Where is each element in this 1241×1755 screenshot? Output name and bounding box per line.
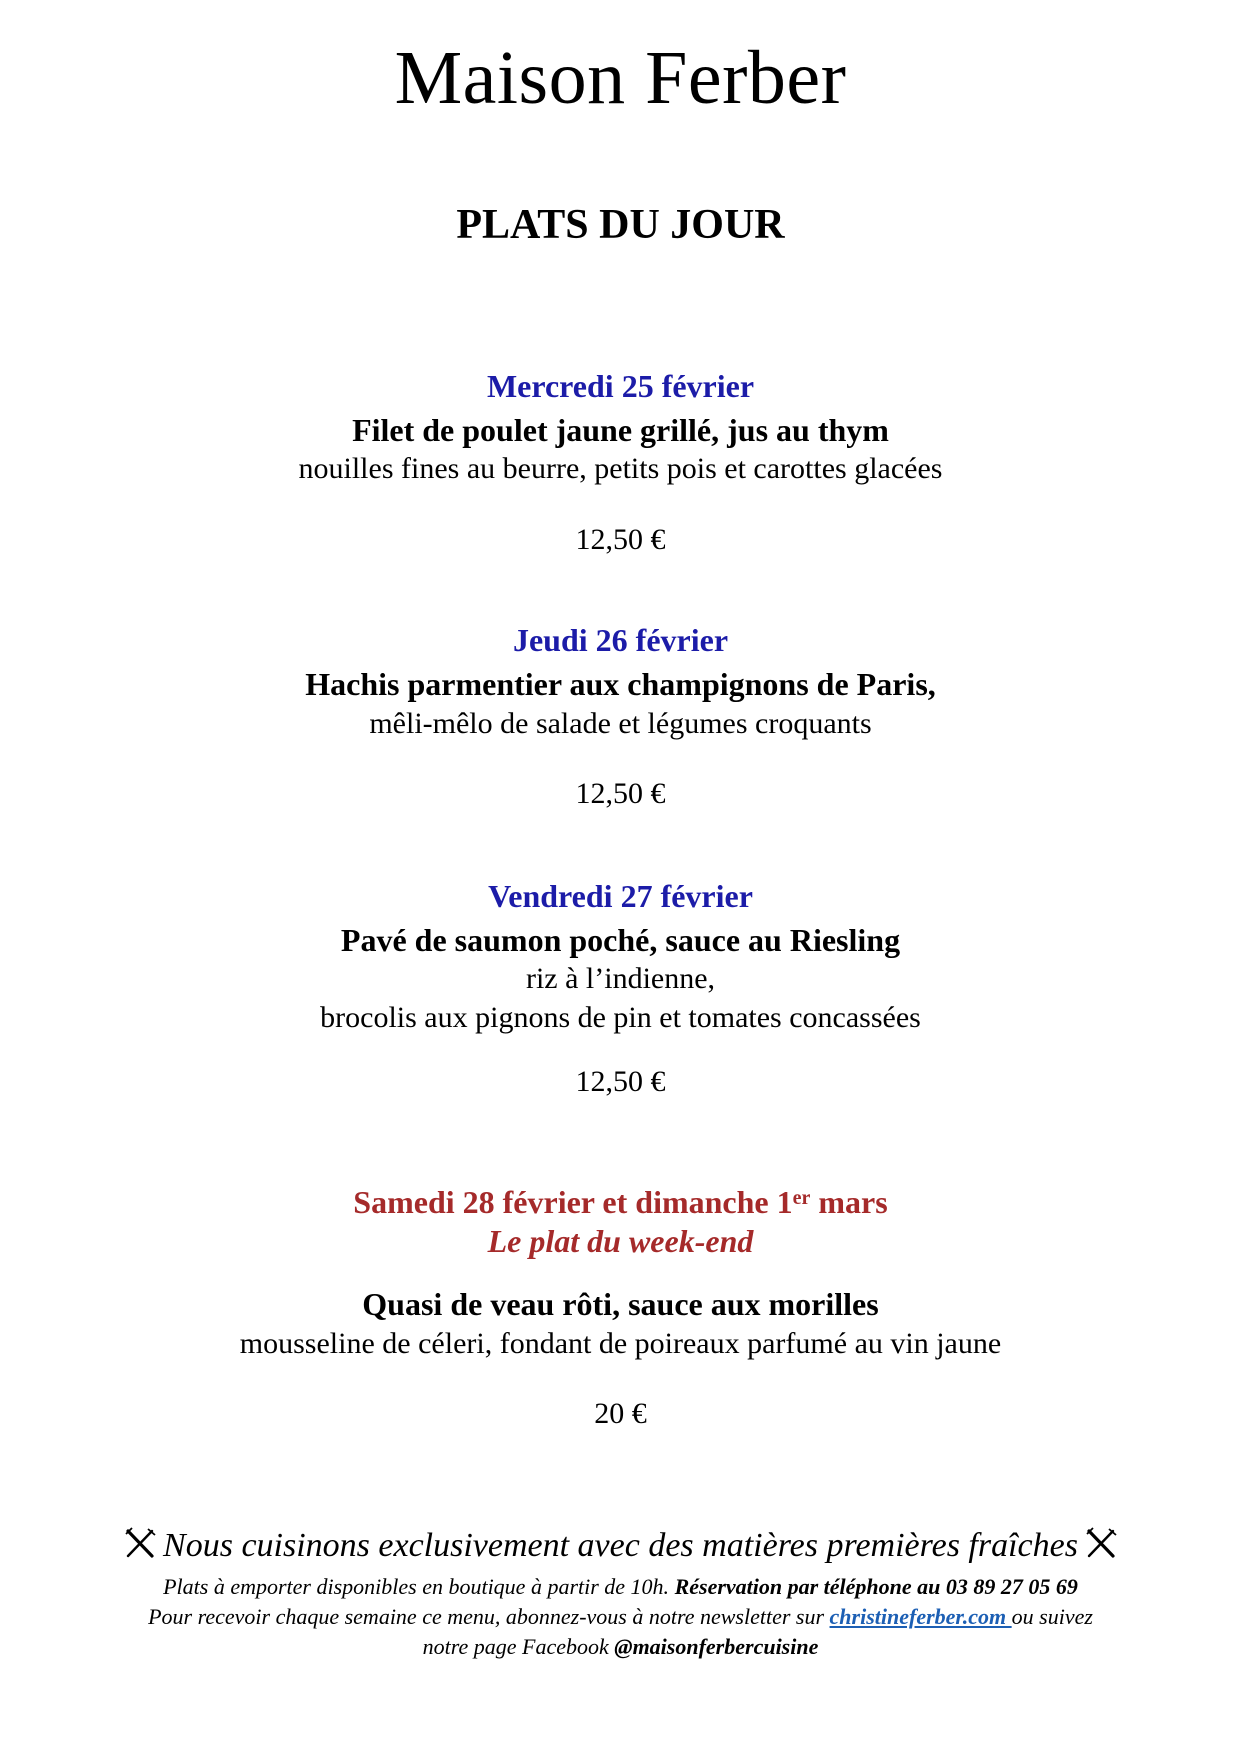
page-title: PLATS DU JOUR: [456, 202, 785, 248]
takeaway-text: Plats à emporter disponibles en boutique à partir de 10h.: [163, 1574, 675, 1599]
facebook-text: notre page Facebook: [422, 1634, 615, 1659]
footer-line-facebook: [0, 1632, 1241, 1662]
footer-motto: [0, 1525, 1241, 1567]
weekend-day-suffix: mars: [810, 1184, 888, 1220]
footer-line-newsletter: [0, 1602, 1241, 1632]
dish-price: 12,50 €: [575, 777, 666, 810]
day-heading: Vendredi 27 février: [488, 878, 753, 914]
dish-side: riz à l’indienne,: [525, 962, 716, 995]
reservation-phone[interactable]: Réservation par téléphone au 03 89 27 05 69: [674, 1574, 1078, 1599]
footer-line-takeaway: [0, 1572, 1241, 1602]
fork-knife-icon: [123, 1526, 157, 1560]
dish-price: 12,50 €: [575, 1065, 666, 1098]
website-link[interactable]: christineferber.com: [829, 1604, 1012, 1629]
weekend-day-prefix: Samedi 28 février et dimanche 1: [353, 1184, 793, 1220]
weekend-day-sup: er: [792, 1187, 811, 1209]
fork-knife-icon: [1084, 1526, 1118, 1560]
dish-side: nouilles fines au beurre, petits pois et carottes glacées: [298, 452, 943, 485]
dish-name: Hachis parmentier aux champignons de Paris,: [305, 666, 936, 702]
day-heading: Jeudi 26 février: [512, 622, 729, 658]
brand-title: Maison Ferber: [394, 36, 847, 120]
weekend-heading: [0, 1182, 1241, 1222]
dish-name: Filet de poulet jaune grillé, jus au thym: [352, 412, 889, 448]
dish-price: 20 €: [594, 1397, 647, 1430]
facebook-handle[interactable]: @maisonferbercuisine: [614, 1634, 819, 1659]
newsletter-text: Pour recevoir chaque semaine ce menu, abonnez-vous à notre newsletter sur: [148, 1604, 830, 1629]
dish-name: Pavé de saumon poché, sauce au Riesling: [340, 922, 901, 958]
newsletter-after: ou suivez: [1011, 1604, 1093, 1629]
dish-side: mousseline de céleri, fondant de poireaux parfumé au vin jaune: [239, 1327, 1002, 1360]
dish-side: brocolis aux pignons de pin et tomates concassées: [320, 1001, 921, 1034]
dish-side: mêli-mêlo de salade et légumes croquants: [369, 707, 872, 740]
day-heading: Mercredi 25 février: [486, 368, 755, 404]
motto-text: Nous cuisinons exclusivement avec des matières premières fraîches: [163, 1527, 1078, 1564]
dish-price: 12,50 €: [575, 523, 666, 556]
dish-name: Quasi de veau rôti, sauce aux morilles: [362, 1286, 879, 1322]
weekend-tagline: Le plat du week-end: [487, 1223, 754, 1259]
